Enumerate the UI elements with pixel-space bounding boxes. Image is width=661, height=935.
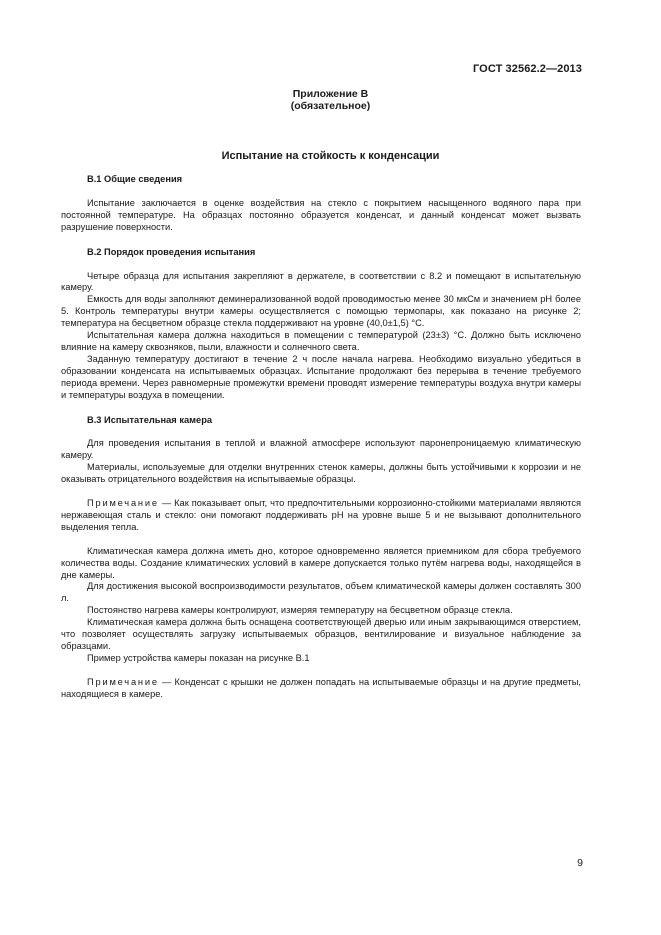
section-heading: В.3 Испытательная камера	[87, 414, 213, 425]
note	[61, 498, 581, 534]
note	[61, 677, 581, 701]
annex-title: Приложение В	[292, 88, 369, 100]
paragraph: Для проведения испытания в теплой и влажной атмосфере используют паронепроницаемую климатическую камеру.	[61, 438, 581, 461]
paragraph: Испытательная камера должна находиться в помещении с температурой (23±3) °С. Должно быть исключено влияние на камеру сквозняков, пыли, влажности и солнечного света.	[61, 330, 581, 352]
note-label: Примечание	[87, 676, 159, 687]
main-title: Испытание на стойкость к конденсации	[221, 150, 440, 162]
paragraph: Испытание заключается в оценке воздействия на стекло с покрытием насыщенного водяного пара при постоянной температуре. На образцах постоянно образуется конденсат, и данный конденсат может вызвать разрушение поверхности.	[61, 197, 581, 232]
section-heading: В.1 Общие сведения	[87, 174, 183, 184]
page-number: 9	[577, 857, 583, 869]
note-label: Примечание	[87, 498, 159, 509]
paragraph: Климатическая камера должна быть оснащена соответствующей дверью или иным закрывающимся отверстием, что позволяет осуществлять загрузку испытываемых образцов, вентилирование и визуальное наблюдение за образцами.	[61, 617, 581, 651]
note-text: — Как показывает опыт, что предпочтительными коррозионно-стойкими материалами являются нержавеющая сталь и стекло: они помогают поддерживать pH на уровне выше 5 и не вызывают дополнительного выделения тепла.	[61, 498, 581, 532]
paragraph: Материалы, используемые для отделки внутренних стенок камеры, должны быть устойчивыми к коррозии и не оказывать отрицательного воздействия на испытываемые образцы.	[61, 462, 581, 485]
paragraph: Постоянство нагрева камеры контролируют, измеряя температуру на бесцветном образце стекла.	[87, 605, 513, 616]
paragraph: Емкость для воды заполняют деминерализованной водой проводимостью менее 30 мкСм и значением pH более 5. Контроль температуры внутри камеры осуществляется с помощью термопары, как показано на рисунке 2; температура на бесцветном образце стекла поддерживают на уровне (40,0±1,5) °С.	[61, 294, 581, 329]
paragraph: Климатическая камера должна иметь дно, которое одновременно является приемником для сбора требуемого количества воды. Создание климатических условий в камере допускается только путём нагрева воды, находящейся в дне камеры.	[61, 545, 581, 580]
paragraph: Пример устройства камеры показан на рисунке В.1	[87, 652, 310, 663]
section-heading: В.2 Порядок проведения испытания	[87, 246, 256, 257]
paragraph: Для достижения высокой воспроизводимости результатов, объем климатической камеры должен составлять 300 л.	[61, 581, 581, 604]
document-body	[61, 174, 581, 701]
standard-designation: ГОСТ 32562.2—2013	[472, 63, 582, 75]
note-text: — Конденсат с крышки не должен попадать на испытываемые образцы и на другие предметы, находящиеся в камере.	[61, 676, 581, 699]
annex-status: (обязательное)	[290, 100, 371, 112]
paragraph: Четыре образца для испытания закрепляют в держателе, в соответствии с 8.2 и помещают в испытательную камеру.	[61, 270, 581, 293]
annex-header	[0, 88, 661, 112]
paragraph: Заданную температуру достигают в течение 2 ч после начала нагрева. Необходимо визуально убедиться в образовании конденсата на испытываемых образцах. Испытание продолжают без перерыва в течение требуемого периода времени. Через равномерные промежутки времени проводят измерение температуры воздуха внутри камеры и температуры воздуха в помещении.	[61, 353, 581, 400]
